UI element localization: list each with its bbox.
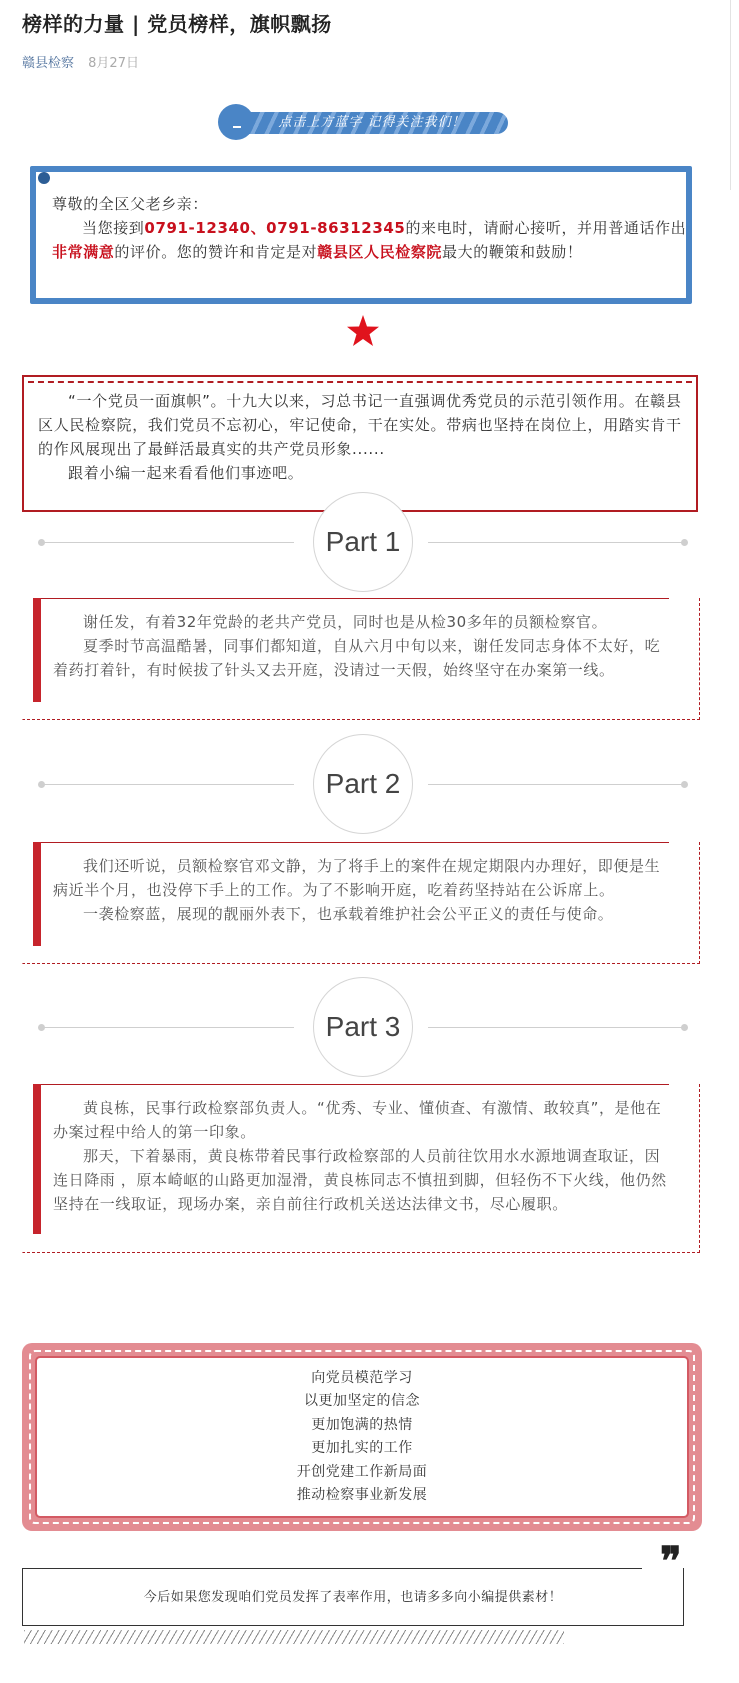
card-top-line: [35, 1084, 669, 1085]
story-text: [53, 1096, 675, 1216]
follow-banner[interactable]: [218, 104, 508, 140]
story-card-2: [22, 842, 700, 964]
footer-top-line: [22, 1568, 642, 1569]
part-label: Part 2: [313, 734, 413, 834]
divider-dot: [681, 781, 688, 788]
divider-dot: [681, 539, 688, 546]
footer-text: 今后如果您发现咱们党员发挥了表率作用，也请多多向小编提供素材！: [143, 1590, 563, 1605]
article-title: 榜样的力量 | 党员榜样，旗帜飘扬: [22, 12, 332, 36]
intro-paragraph: 跟着小编一起来看看他们事迹吧。: [68, 464, 304, 482]
slogan-line: 开创党建工作新局面: [296, 1463, 428, 1480]
notice-dot: [38, 172, 50, 184]
divider-line: [428, 784, 686, 785]
notice-part: 当您接到: [82, 219, 145, 237]
divider-dot: [38, 539, 45, 546]
story-text: [53, 854, 675, 926]
quote-mark-icon: ❞: [660, 1538, 682, 1585]
divider-dot: [38, 1024, 45, 1031]
card-accent-bar: [33, 1084, 41, 1234]
hotline-notice: [30, 166, 692, 304]
slogan-box: [22, 1343, 702, 1531]
rating-phrase: 非常满意: [52, 243, 115, 261]
part-label: Part 1: [313, 492, 413, 592]
publish-date: 8月27日: [88, 56, 139, 71]
hatch-decoration: [24, 1630, 564, 1644]
footer-box: [22, 1568, 684, 1626]
part-1-header: [40, 492, 686, 592]
story-card-1: [22, 598, 700, 720]
story-card-3: [22, 1084, 700, 1253]
notice-part: 的来电时，请耐心接听，并用普通话作出: [405, 219, 687, 237]
notice-part: 最大的鞭策和鼓励！: [442, 243, 583, 261]
side-divider: [730, 0, 739, 190]
divider-line: [40, 1027, 294, 1028]
intro-dashed-line: [28, 381, 692, 383]
divider-line: [40, 542, 294, 543]
story-paragraph: 一袭检察蓝，展现的靓丽外表下，也承载着维护社会公平正义的责任与使命。: [83, 905, 614, 923]
divider-line: [40, 784, 294, 785]
notice-part: 的评价。您的赞许和肯定是对: [114, 243, 318, 261]
banner-text: 点击上方蓝字 记得关注我们！: [278, 115, 466, 130]
notice-text: [52, 192, 692, 264]
story-paragraph: 我们还听说，员额检察官邓文静，为了将手上的案件在规定期限内办理好，即便是生病近半个月，也没停下手上的工作。为了不影响开庭，吃着药坚持站在公诉席上。: [53, 857, 661, 899]
divider-dot: [38, 781, 45, 788]
card-top-line: [35, 598, 669, 599]
intro-paragraph: “一个党员一面旗帜”。十九大以来，习总书记一直强调优秀党员的示范引领作用。在赣县区人民检察院，我们党员不忘初心，牢记使命，干在实处。带病也坚持在岗位上，用踏实肯干的作风展现出了最鲜活最真实的共产党员形象......: [38, 392, 682, 458]
part-label: Part 3: [313, 977, 413, 1077]
part-3-header: [40, 977, 686, 1077]
slogan-line: 以更加坚定的信念: [304, 1393, 420, 1409]
slogan-line: 推动检察事业新发展: [296, 1487, 428, 1503]
card-top-line: [35, 842, 669, 843]
star-icon: [346, 314, 380, 348]
slogan-line: 更加饱满的热情: [311, 1416, 413, 1433]
story-paragraph: 那天，下着暴雨，黄良栋带着民事行政检察部的人员前往饮用水水源地调查取证，因连日降雨 ，原本崎岖的山路更加湿滑，黄良栋同志不慎扭到脚，但轻伤不下火线，他仍然坚持在一线取证，现场办案，亲自前往行政机关送达法律文书，尽心履职。: [53, 1147, 667, 1213]
slogan-dashed-frame: [29, 1350, 695, 1524]
org-name: 赣县区人民检察院: [317, 243, 443, 261]
story-paragraph: 夏季时节高温酷暑，同事们都知道，自从六月中旬以来，谢任发同志身体不太好，吃着药打着针，有时候拔了针头又去开庭，没请过一天假，始终坚守在办案第一线。: [53, 637, 661, 679]
notice-paragraph: [52, 216, 692, 264]
notice-greeting: 尊敬的全区父老乡亲：: [52, 195, 209, 213]
slogan-line: 向党员模范学习: [311, 1369, 413, 1386]
card-accent-bar: [33, 842, 41, 946]
story-paragraph: 谢任发，有着32年党龄的老共产党员，同时也是从检30多年的员额检察官。: [83, 613, 608, 631]
part-2-header: [40, 734, 686, 834]
slogan-line: 更加扎实的工作: [311, 1440, 413, 1456]
hotline-numbers: 0791-12340、0791-86312345: [144, 219, 406, 237]
divider-dot: [681, 1024, 688, 1031]
article-meta: [22, 52, 139, 71]
intro-text: [38, 389, 686, 485]
divider-line: [428, 542, 686, 543]
account-link[interactable]: 赣县检察: [22, 56, 75, 71]
story-text: [53, 610, 675, 682]
story-paragraph: 黄良栋，民事行政检察部负责人。“优秀、专业、懂侦查、有激情、敢较真”，是他在办案过程中给人的第一印象。: [53, 1099, 662, 1141]
divider-line: [428, 1027, 686, 1028]
slogan-content: [35, 1356, 689, 1518]
card-accent-bar: [33, 598, 41, 702]
